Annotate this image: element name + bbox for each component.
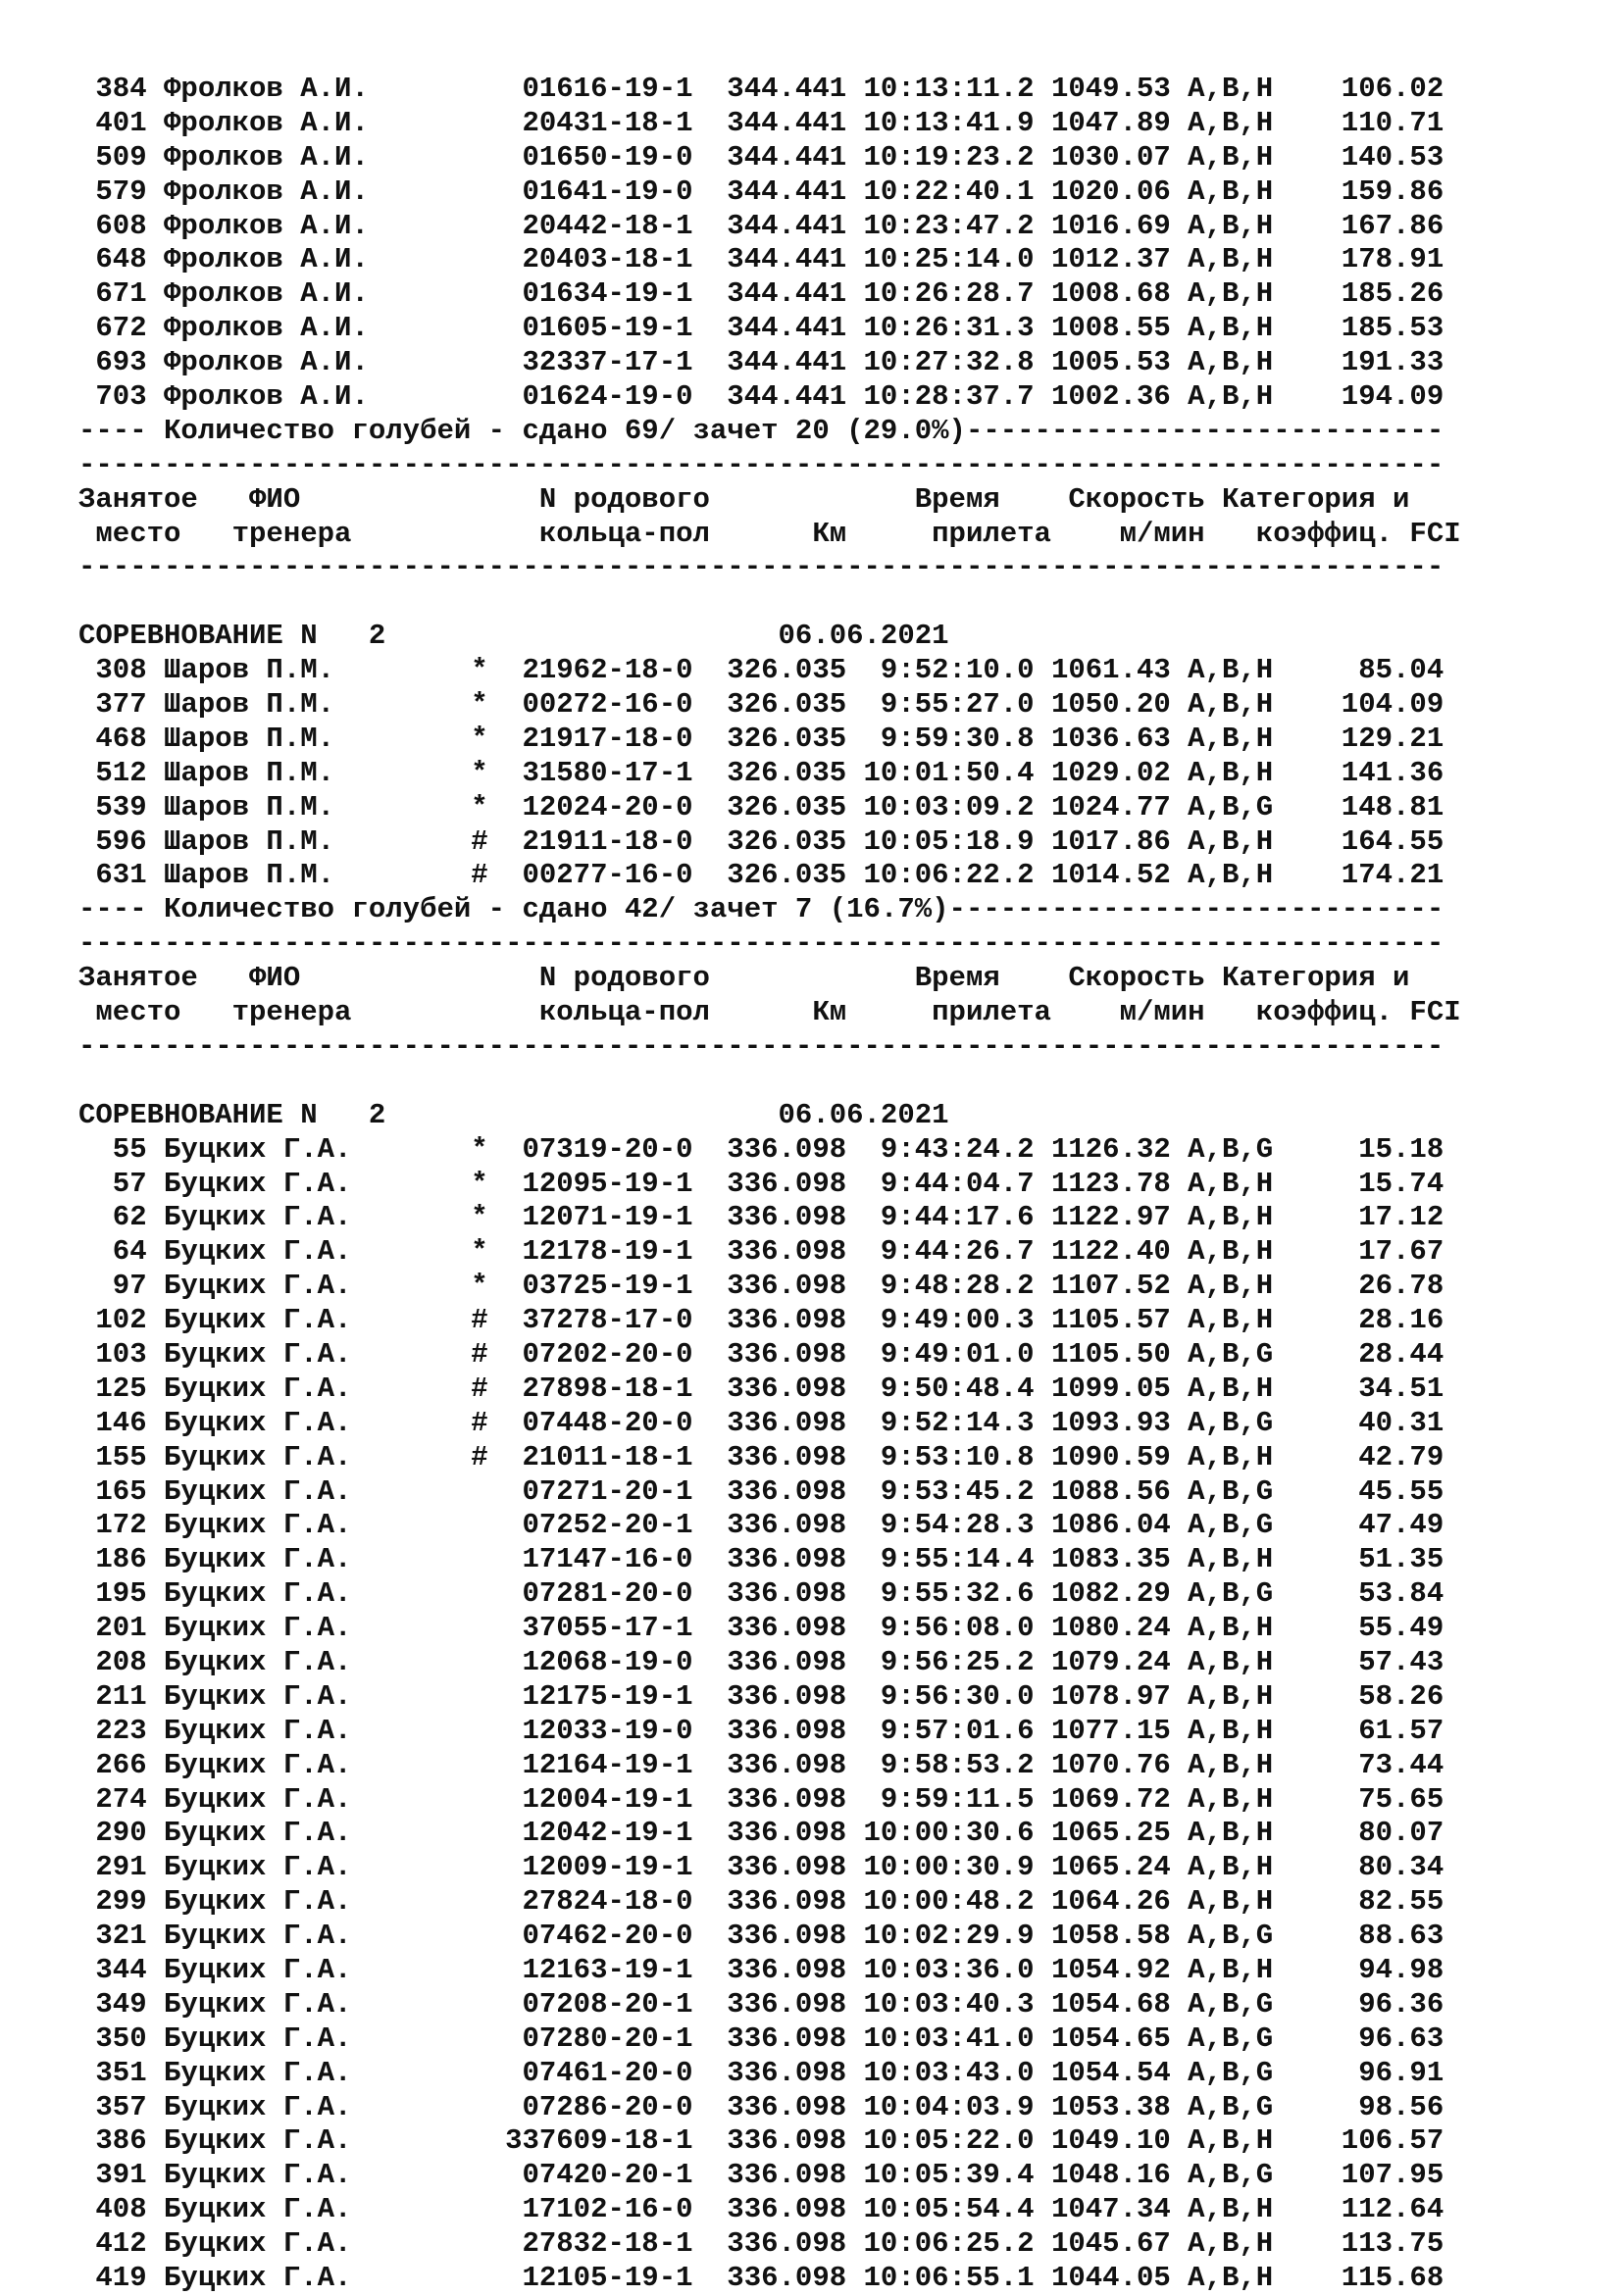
result-row: 125 Буцких Г.А. # 27898-18-1 336.098 9:50:48.4 1099.05 A,B,H 34.51: [78, 1372, 1445, 1405]
result-row: 290 Буцких Г.А. 12042-19-1 336.098 10:00:30.6 1065.25 A,B,H 80.07: [78, 1817, 1445, 1850]
summary-line: ---- Количество голубей - сдано 42/ зачет 7 (16.7%)-----------------------------: [78, 893, 1445, 926]
separator-line: --------------------------------------------------------------------------------: [78, 448, 1445, 481]
result-row: 208 Буцких Г.А. 12068-19-0 336.098 9:56:25.2 1079.24 A,B,H 57.43: [78, 1645, 1445, 1678]
result-row: 102 Буцких Г.А. # 37278-17-0 336.098 9:49:00.3 1105.57 A,B,H 28.16: [78, 1304, 1445, 1337]
separator-line: --------------------------------------------------------------------------------: [78, 927, 1445, 961]
result-row: 201 Буцких Г.А. 37055-17-1 336.098 9:56:08.0 1080.24 A,B,H 55.49: [78, 1612, 1445, 1645]
result-row: 165 Буцких Г.А. 07271-20-1 336.098 9:53:45.2 1088.56 A,B,G 45.55: [78, 1474, 1445, 1508]
result-row: 419 Буцких Г.А. 12105-19-1 336.098 10:06:55.1 1044.05 A,B,H 115.68: [78, 2262, 1445, 2294]
competition-title: СОРЕВНОВАНИЕ N 2 06.06.2021: [78, 620, 949, 653]
result-row: 377 Шаров П.М. * 00272-16-0 326.035 9:55:27.0 1050.20 A,B,H 104.09: [78, 688, 1445, 722]
result-row: 321 Буцких Г.А. 07462-20-0 336.098 10:02:29.9 1058.58 A,B,G 88.63: [78, 1920, 1445, 1953]
separator-line: --------------------------------------------------------------------------------: [78, 551, 1445, 584]
table-header-line-1: Занятое ФИО N родового Время Скорость Категория и: [78, 962, 1410, 995]
result-row: 631 Шаров П.М. # 00277-16-0 326.035 10:06:22.2 1014.52 A,B,H 174.21: [78, 859, 1445, 892]
result-row: 412 Буцких Г.А. 27832-18-1 336.098 10:06:25.2 1045.67 A,B,H 113.75: [78, 2227, 1445, 2261]
result-row: 223 Буцких Г.А. 12033-19-0 336.098 9:57:01.6 1077.15 A,B,H 61.57: [78, 1714, 1445, 1747]
blank-line: [78, 1065, 1549, 1099]
result-row: 648 Фролков А.И. 20403-18-1 344.441 10:25:14.0 1012.37 A,B,H 178.91: [78, 243, 1445, 276]
result-row: 350 Буцких Г.А. 07280-20-1 336.098 10:03:41.0 1054.65 A,B,G 96.63: [78, 2021, 1445, 2055]
result-row: 693 Фролков А.И. 32337-17-1 344.441 10:27:32.8 1005.53 A,B,H 191.33: [78, 346, 1445, 379]
result-row: 195 Буцких Г.А. 07281-20-0 336.098 9:55:32.6 1082.29 A,B,G 53.84: [78, 1577, 1445, 1611]
result-row: 539 Шаров П.М. * 12024-20-0 326.035 10:03:09.2 1024.77 A,B,G 148.81: [78, 790, 1445, 824]
result-row: 308 Шаров П.М. * 21962-18-0 326.035 9:52:10.0 1061.43 A,B,H 85.04: [78, 654, 1445, 687]
summary-line: ---- Количество голубей - сдано 69/ зачет 20 (29.0%)----------------------------: [78, 414, 1445, 447]
result-row: 299 Буцких Г.А. 27824-18-0 336.098 10:00:48.2 1064.26 A,B,H 82.55: [78, 1885, 1445, 1919]
results-page: [78, 73, 1549, 2296]
result-row: 401 Фролков А.И. 20431-18-1 344.441 10:13:41.9 1047.89 A,B,H 110.71: [78, 106, 1445, 139]
result-row: 62 Буцких Г.А. * 12071-19-1 336.098 9:44:17.6 1122.97 A,B,H 17.12: [78, 1201, 1445, 1234]
result-row: 596 Шаров П.М. # 21911-18-0 326.035 10:05:18.9 1017.86 A,B,H 164.55: [78, 824, 1445, 858]
result-row: 384 Фролков А.И. 01616-19-1 344.441 10:13:11.2 1049.53 A,B,H 106.02: [78, 73, 1445, 105]
result-row: 408 Буцких Г.А. 17102-16-0 336.098 10:05:54.4 1047.34 A,B,H 112.64: [78, 2193, 1445, 2226]
table-header-line-2: место тренера кольца-пол Км прилета м/мин коэффиц. FCI: [78, 517, 1461, 550]
result-row: 468 Шаров П.М. * 21917-18-0 326.035 9:59:30.8 1036.63 A,B,H 129.21: [78, 722, 1445, 755]
table-header-line-1: Занятое ФИО N родового Время Скорость Категория и: [78, 482, 1410, 516]
result-row: 671 Фролков А.И. 01634-19-1 344.441 10:26:28.7 1008.68 A,B,H 185.26: [78, 277, 1445, 311]
result-row: 172 Буцких Г.А. 07252-20-1 336.098 9:54:28.3 1086.04 A,B,G 47.49: [78, 1509, 1445, 1542]
blank-line: [78, 585, 1549, 620]
result-row: 357 Буцких Г.А. 07286-20-0 336.098 10:04:03.9 1053.38 A,B,G 98.56: [78, 2090, 1445, 2123]
result-row: 579 Фролков А.И. 01641-19-0 344.441 10:22:40.1 1020.06 A,B,H 159.86: [78, 175, 1445, 208]
result-row: 703 Фролков А.И. 01624-19-0 344.441 10:28:37.7 1002.36 A,B,H 194.09: [78, 380, 1445, 414]
result-row: 291 Буцких Г.А. 12009-19-1 336.098 10:00:30.9 1065.24 A,B,H 80.34: [78, 1851, 1445, 1884]
result-row: 349 Буцких Г.А. 07208-20-1 336.098 10:03:40.3 1054.68 A,B,G 96.36: [78, 1987, 1445, 2021]
result-row: 186 Буцких Г.А. 17147-16-0 336.098 9:55:14.4 1083.35 A,B,H 51.35: [78, 1543, 1445, 1576]
result-row: 266 Буцких Г.А. 12164-19-1 336.098 9:58:53.2 1070.76 A,B,H 73.44: [78, 1748, 1445, 1781]
result-row: 672 Фролков А.И. 01605-19-1 344.441 10:26:31.3 1008.55 A,B,H 185.53: [78, 312, 1445, 345]
result-row: 344 Буцких Г.А. 12163-19-1 336.098 10:03:36.0 1054.92 A,B,H 94.98: [78, 1953, 1445, 1986]
separator-line: --------------------------------------------------------------------------------: [78, 1029, 1445, 1063]
result-row: 55 Буцких Г.А. * 07319-20-0 336.098 9:43:24.2 1126.32 A,B,G 15.18: [78, 1132, 1445, 1166]
result-row: 57 Буцких Г.А. * 12095-19-1 336.098 9:44:04.7 1123.78 A,B,H 15.74: [78, 1167, 1445, 1200]
result-row: 155 Буцких Г.А. # 21011-18-1 336.098 9:53:10.8 1090.59 A,B,H 42.79: [78, 1440, 1445, 1473]
result-row: 509 Фролков А.И. 01650-19-0 344.441 10:19:23.2 1030.07 A,B,H 140.53: [78, 140, 1445, 174]
result-row: 512 Шаров П.М. * 31580-17-1 326.035 10:01:50.4 1029.02 A,B,H 141.36: [78, 756, 1445, 789]
result-row: 274 Буцких Г.А. 12004-19-1 336.098 9:59:11.5 1069.72 A,B,H 75.65: [78, 1782, 1445, 1816]
result-row: 103 Буцких Г.А. # 07202-20-0 336.098 9:49:01.0 1105.50 A,B,G 28.44: [78, 1337, 1445, 1371]
table-header-line-2: место тренера кольца-пол Км прилета м/мин коэффиц. FCI: [78, 996, 1461, 1029]
result-row: 211 Буцких Г.А. 12175-19-1 336.098 9:56:30.0 1078.97 A,B,H 58.26: [78, 1679, 1445, 1713]
result-row: 351 Буцких Г.А. 07461-20-0 336.098 10:03:43.0 1054.54 A,B,G 96.91: [78, 2056, 1445, 2089]
competition-title: СОРЕВНОВАНИЕ N 2 06.06.2021: [78, 1098, 949, 1131]
result-row: 608 Фролков А.И. 20442-18-1 344.441 10:23:47.2 1016.69 A,B,H 167.86: [78, 209, 1445, 242]
result-row: 391 Буцких Г.А. 07420-20-1 336.098 10:05:39.4 1048.16 A,B,G 107.95: [78, 2159, 1445, 2192]
result-row: 386 Буцких Г.А. 337609-18-1 336.098 10:05:22.0 1049.10 A,B,H 106.57: [78, 2124, 1445, 2158]
result-row: 64 Буцких Г.А. * 12178-19-1 336.098 9:44:26.7 1122.40 A,B,H 17.67: [78, 1235, 1445, 1269]
result-row: 97 Буцких Г.А. * 03725-19-1 336.098 9:48:28.2 1107.52 A,B,H 26.78: [78, 1270, 1445, 1303]
result-row: 146 Буцких Г.А. # 07448-20-0 336.098 9:52:14.3 1093.93 A,B,G 40.31: [78, 1406, 1445, 1439]
